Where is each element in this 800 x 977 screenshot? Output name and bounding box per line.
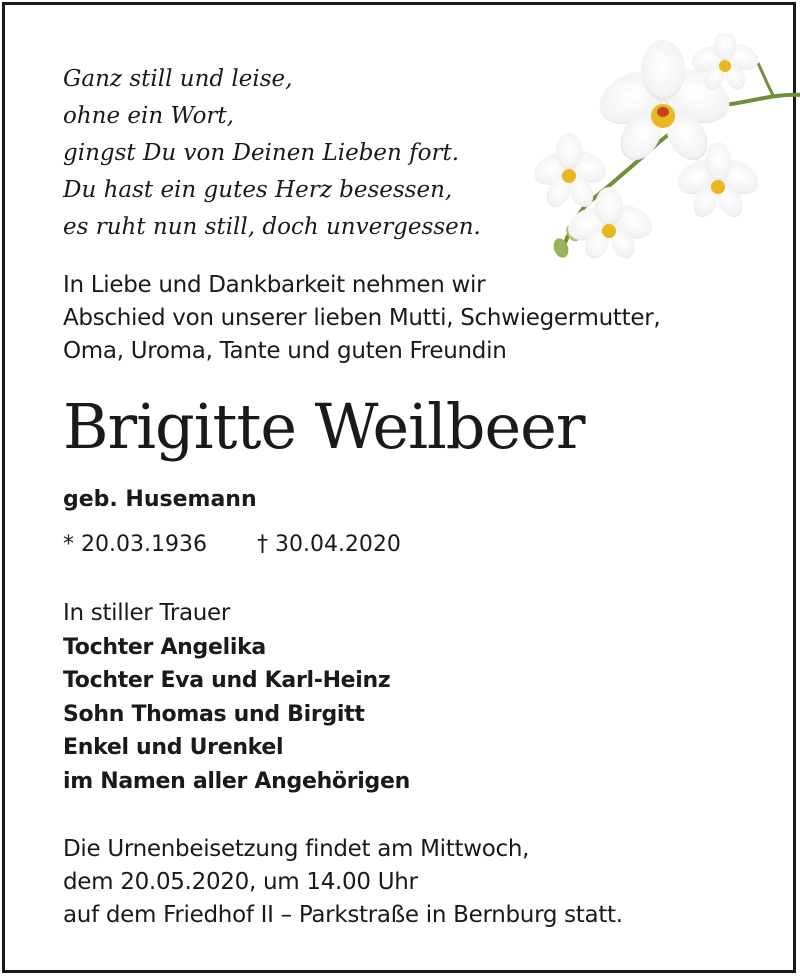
poem-line: es ruht nun still, doch unvergessen. [63, 214, 481, 240]
poem-line: gingst Du von Deinen Lieben fort. [63, 140, 460, 166]
mourner-entry: im Namen aller Angehörigen [63, 768, 410, 794]
mourner-entry: Tochter Eva und Karl-Heinz [63, 668, 391, 693]
funeral-notice [63, 833, 623, 932]
maiden-name: geb. Husemann [63, 487, 257, 512]
deceased-name: Brigitte Weilbeer [63, 390, 585, 463]
life-dates [63, 529, 401, 561]
intro-line: Oma, Uroma, Tante und guten Freundin [63, 338, 507, 364]
birth-date: * 20.03.1936 [63, 532, 207, 557]
orchid-icon [533, 33, 800, 273]
mourner-entry: Sohn Thomas und Birgitt [63, 701, 365, 727]
mourners [63, 597, 410, 798]
obituary-frame [2, 2, 796, 973]
intro-line: Abschied von unserer lieben Mutti, Schwiegermutter, [63, 305, 661, 331]
poem-line: ohne ein Wort, [63, 103, 234, 129]
funeral-line: Die Urnenbeisetzung findet am Mittwoch, [63, 836, 530, 862]
poem-line: Du hast ein gutes Herz besessen, [63, 177, 453, 203]
intro-text [63, 269, 660, 368]
poem-line: Ganz still und leise, [63, 66, 293, 92]
mourners-heading: In stiller Trauer [63, 600, 231, 626]
death-date: † 30.04.2020 [256, 532, 401, 557]
funeral-line: auf dem Friedhof II – Parkstraße in Bernburg statt. [63, 902, 623, 928]
intro-line: In Liebe und Dankbarkeit nehmen wir [63, 272, 486, 298]
poem [63, 61, 481, 246]
mourner-entry: Enkel und Urenkel [63, 735, 284, 760]
funeral-line: dem 20.05.2020, um 14.00 Uhr [63, 869, 418, 895]
mourner-entry: Tochter Angelika [63, 634, 266, 660]
